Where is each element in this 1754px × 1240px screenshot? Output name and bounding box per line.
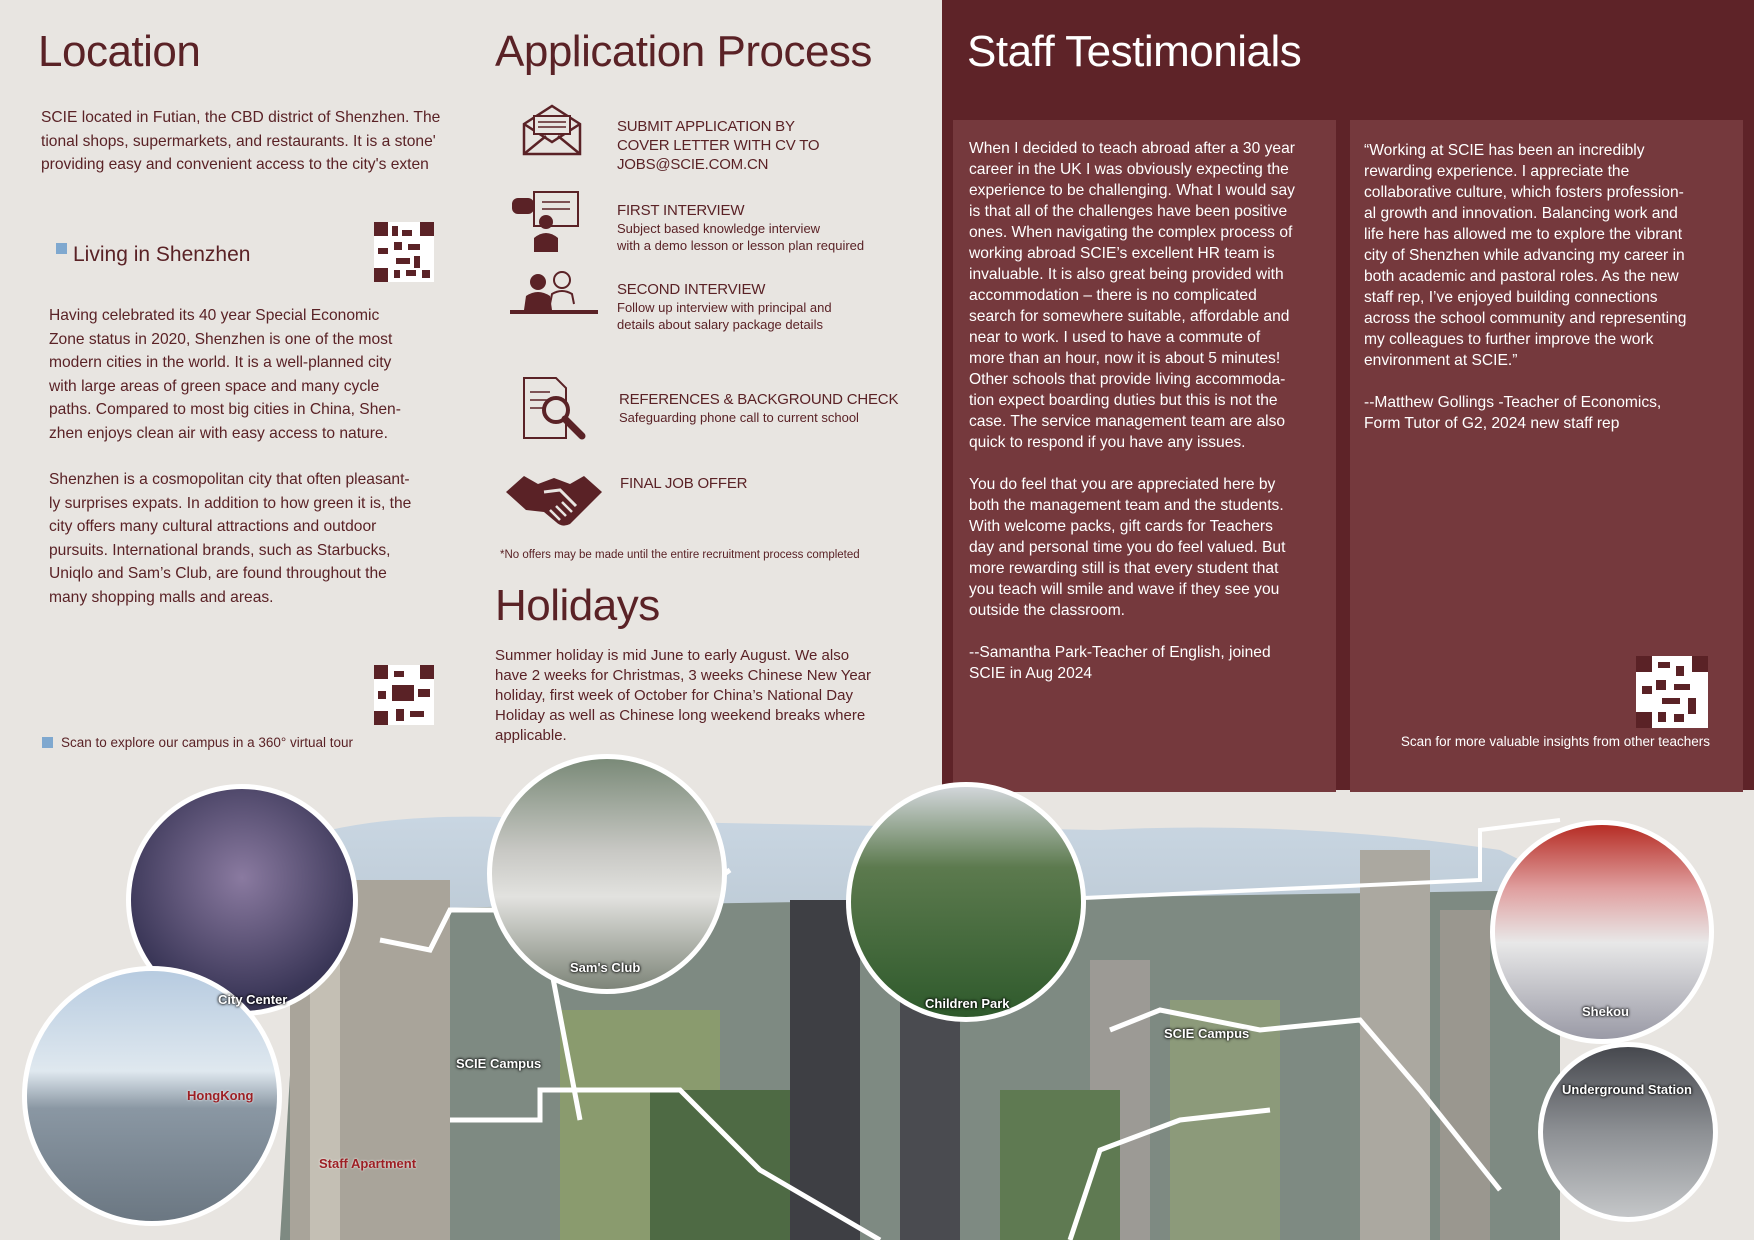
children-park-photo bbox=[846, 782, 1086, 1022]
label-scie-campus-left: SCIE Campus bbox=[456, 1056, 542, 1071]
holidays-text: Summer holiday is mid June to early August. We also have 2 weeks for Christmas, 3 weeks Chinese New Year holiday, first week of October for China’s National Day Holiday as well as Chinese long weekend breaks where applicable. bbox=[495, 647, 872, 744]
label-shekou: Shekou bbox=[1582, 1004, 1629, 1019]
step-final-offer: FINAL JOB OFFER bbox=[620, 475, 748, 492]
handshake-icon bbox=[504, 466, 604, 532]
testimonials-title: Staff Testimonials bbox=[967, 27, 1302, 76]
testimonial-card-samantha bbox=[953, 120, 1336, 792]
testimonial-text-samantha: When I decided to teach abroad after a 30 year career in the UK I was obviously expecting the experience to be challenging. What I would say is that all of the challenges have been positive ones. When navigating the complex process of working abroad SCIE’s excellent HR team is invaluable. It is also great being provided with accommodation – there is no complicated search for somewhere suitable, affordable and near to work. I used to have a commute of more than an hour, now it is about 5 minutes! Other schools that provide living accommoda- tion expect boarding duties but this is not the case. The service management team are also quick to respond if you have any issues. You do feel that you are appreciated here by both the management team and the students. With welcome packs, gift cards for Teachers day and personal time you do feel valued. But more rewarding still is that every student that you teach will smile and wave if they see you outside the classroom. --Samantha Park-Teacher of English, joined SCIE in Aug 2024 bbox=[969, 140, 1295, 682]
magnifier-document-icon bbox=[520, 374, 590, 444]
recruitment-note: *No offers may be made until the entire recruitment process completed bbox=[500, 549, 860, 561]
application-title: Application Process bbox=[495, 27, 872, 76]
step-references-check: REFERENCES & BACKGROUND CHECK Safeguarding phone call to current school bbox=[619, 391, 899, 425]
label-sams-club: Sam's Club bbox=[570, 960, 641, 975]
living-heading: Living in Shenzhen bbox=[73, 243, 251, 266]
location-title: Location bbox=[38, 27, 201, 76]
jobs-email-link[interactable]: JOBS@SCIE.COM.CN bbox=[617, 156, 769, 173]
virtual-tour-caption: Scan to explore our campus in a 360° virtual tour bbox=[61, 735, 354, 750]
step-second-interview: SECOND INTERVIEW Follow up interview with principal and details about salary package details bbox=[617, 281, 832, 332]
qr-code-virtual-tour[interactable] bbox=[374, 665, 434, 725]
qr-code-testimonials[interactable] bbox=[1636, 656, 1708, 728]
label-staff-apartment: Staff Apartment bbox=[319, 1156, 417, 1171]
campus-photo-collage bbox=[0, 790, 1754, 1240]
label-children-park: Children Park bbox=[925, 996, 1010, 1011]
presenter-icon bbox=[510, 188, 582, 254]
shenzhen-paragraph-1: Having celebrated its 40 year Special Economic Zone status in 2020, Shenzhen is one of the most modern cities in the world. It is a well-planned city with large areas of green space and many cycle paths. Compared to most big cities in China, Shen- zhen enjoys clean air with easy access to nature. bbox=[49, 307, 401, 442]
label-underground-station: Underground Station bbox=[1562, 1082, 1692, 1097]
label-hongkong: HongKong bbox=[187, 1088, 254, 1103]
testimonial-text-matthew: “Working at SCIE has been an incredibly rewarding experience. I appreciate the collaborative culture, which fosters profession- al growth and innovation. Balancing work and life here has allowed me to explore the vibrant city of Shenzhen while advancing my career in both academic and pastoral roles. As the new staff rep, I’ve enjoyed building connections across the school community and representing my colleagues to further improve the work environment at SCIE.” --Matthew Gollings -Teacher of Economics, Form Tutor of G2, 2024 new staff rep bbox=[1364, 142, 1687, 432]
step-submit-application: SUBMIT APPLICATION BY COVER LETTER WITH CV TO JOBS@SCIE.COM.CN bbox=[617, 118, 820, 173]
testimonials-scan-caption: Scan for more valuable insights from other teachers bbox=[1400, 734, 1710, 749]
interview-icon bbox=[508, 268, 600, 320]
bullet-square bbox=[56, 243, 67, 254]
step-first-interview: FIRST INTERVIEW Subject based knowledge interview with a demo lesson or lesson plan required bbox=[617, 202, 865, 253]
qr-code-shenzhen[interactable] bbox=[374, 222, 434, 282]
bullet-square bbox=[42, 737, 53, 748]
sams-club-photo bbox=[487, 754, 727, 994]
label-city-center: City Center bbox=[218, 992, 288, 1007]
label-scie-campus-right: SCIE Campus bbox=[1164, 1026, 1250, 1041]
shenzhen-paragraph-2: Shenzhen is a cosmopolitan city that often pleasant- ly surprises expats. In addition to how green it is, the city offers many cultural attractions and outdoor pursuits. International brands, such as Starbucks, Uniqlo and Sam’s Club, are found throughout the many shopping malls and areas. bbox=[49, 471, 412, 606]
envelope-icon bbox=[520, 102, 584, 158]
location-intro: SCIE located in Futian, the CBD district of Shenzhen. The tional shops, supermarkets, and restaurants. It is a stone' providing easy and convenient access to the city's exten bbox=[41, 109, 441, 173]
holidays-title: Holidays bbox=[495, 581, 660, 630]
underground-station-photo bbox=[1538, 1042, 1718, 1222]
